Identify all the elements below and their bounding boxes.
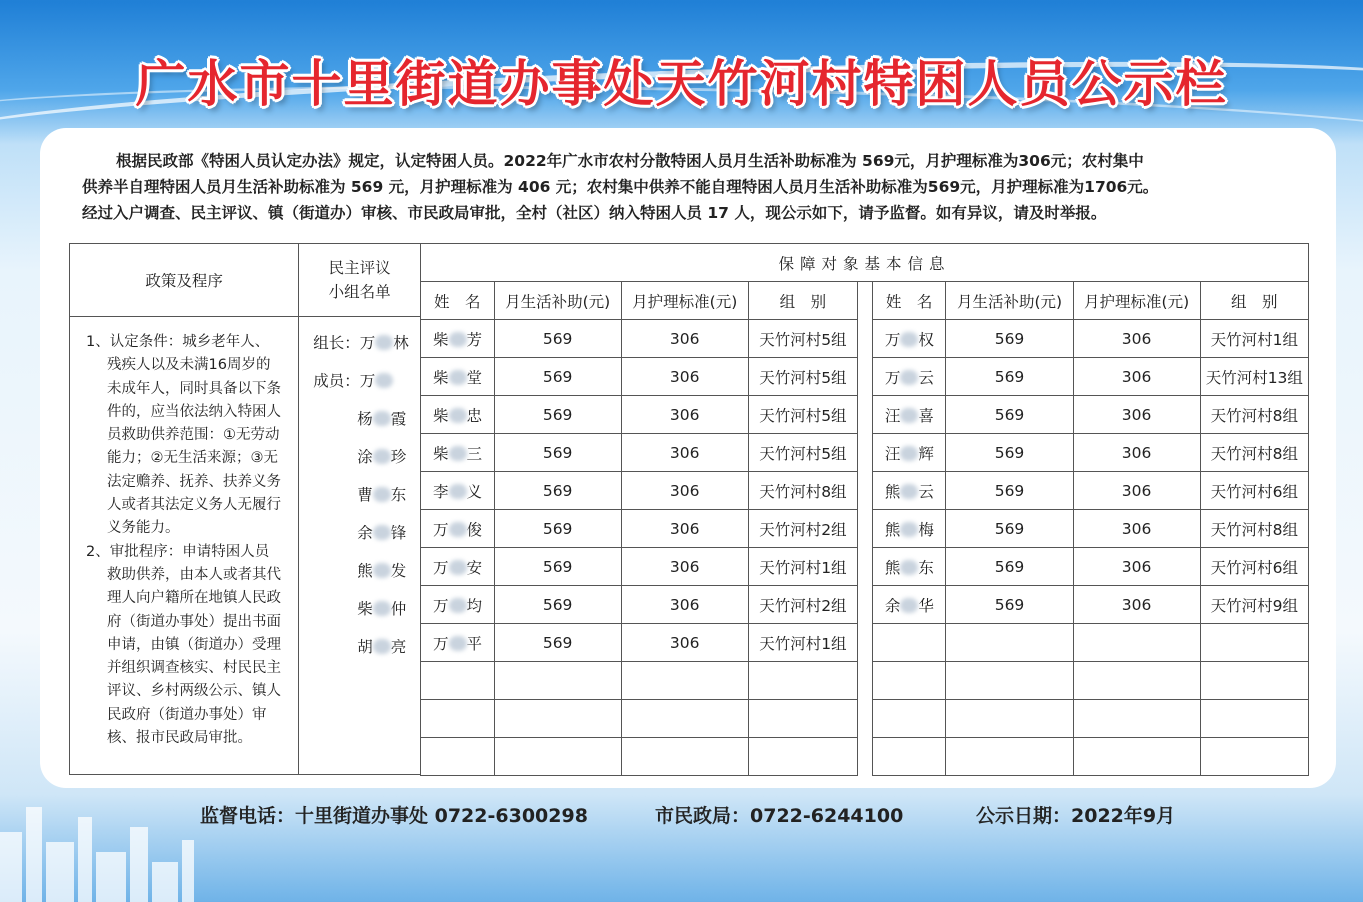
table-row: [421, 700, 1309, 738]
care-standard: 306: [621, 472, 748, 510]
empty-cell: [494, 700, 621, 738]
living-subsidy: 569: [946, 472, 1073, 510]
column-gap: [858, 282, 873, 320]
redaction-mask: [900, 332, 918, 347]
village-group: 天竹河村13组: [1200, 358, 1308, 396]
name-cell: [421, 358, 495, 396]
village-group: 天竹河村6组: [1200, 472, 1308, 510]
policy-item-2: 2、审批程序：申请特困人员救助供养，由本人或者其代理人向户籍所在地镇人民政府（街道办事处）提出书面申请，由镇（街道办）受理并组织调查核实、村民民主评议、乡村两级公示、镇人民政府（街道办事处）审核、报市民政局审批。: [86, 543, 281, 747]
column-header: 月生活补助(元): [946, 282, 1073, 320]
village-group: 天竹河村5组: [748, 320, 857, 358]
empty-cell: [621, 662, 748, 700]
village-group: 天竹河村1组: [748, 548, 857, 586]
name-given: 忠: [466, 406, 483, 425]
name-given: 梅: [918, 520, 934, 539]
member-surname: 熊: [357, 562, 373, 580]
name-cell: [421, 510, 495, 548]
living-subsidy: 569: [494, 396, 621, 434]
care-standard: 306: [1073, 586, 1200, 624]
name-given: 芳: [466, 330, 483, 349]
care-standard: 306: [621, 586, 748, 624]
name-given: 俊: [466, 520, 483, 539]
empty-cell: [872, 738, 946, 776]
column-header: 姓 名: [872, 282, 946, 320]
member-given: 发: [390, 562, 407, 580]
name-given: 辉: [918, 444, 934, 463]
name-cell: [421, 320, 495, 358]
name-surname: 余: [884, 596, 901, 615]
member-given: 东: [390, 486, 407, 504]
group-member: [313, 400, 420, 438]
redaction-mask: [449, 446, 467, 461]
intro-line-3: 经过入户调查、民主评议、镇（街道办）审核、市民政局审批，全村（社区）纳入特困人员 17 人，现公示如下，请予监督。如有异议，请及时举报。: [82, 204, 1107, 222]
empty-cell: [1073, 624, 1200, 662]
name-cell: [872, 396, 946, 434]
column-gap: [858, 548, 873, 586]
name-surname: 柴: [433, 444, 449, 463]
name-surname: 万: [433, 596, 449, 615]
member-surname: 胡: [357, 638, 373, 656]
name-cell: [421, 586, 495, 624]
table-header: 保障对象基本信息: [421, 244, 1309, 282]
empty-cell: [494, 662, 621, 700]
living-subsidy: 569: [494, 510, 621, 548]
column-gap: [858, 472, 873, 510]
care-standard: 306: [621, 358, 748, 396]
member-surname: 余: [357, 524, 373, 542]
column-gap: [858, 510, 873, 548]
group-members: [299, 317, 421, 775]
column-gap: [858, 586, 873, 624]
member-surname: 柴: [357, 600, 373, 618]
name-surname: 李: [433, 482, 449, 501]
care-standard: 306: [621, 510, 748, 548]
name-surname: 柴: [433, 330, 449, 349]
village-group: 天竹河村8组: [1200, 396, 1308, 434]
name-given: 东: [918, 558, 934, 577]
name-given: 三: [466, 444, 483, 463]
table-row: [421, 738, 1309, 776]
group-member: [313, 628, 420, 666]
village-group: 天竹河村8组: [1200, 510, 1308, 548]
name-cell: [872, 586, 946, 624]
redaction-mask: [449, 522, 467, 537]
redaction-mask: [449, 370, 467, 385]
member-surname: 曹: [357, 486, 373, 504]
living-subsidy: 569: [494, 434, 621, 472]
care-standard: 306: [621, 320, 748, 358]
table-row: [421, 320, 1309, 358]
empty-cell: [872, 624, 946, 662]
village-group: 天竹河村9组: [1200, 586, 1308, 624]
name-surname: 万: [433, 520, 449, 539]
empty-cell: [1073, 700, 1200, 738]
group-header-line1: 民主评议: [328, 259, 391, 277]
empty-cell: [872, 662, 946, 700]
empty-cell: [946, 700, 1073, 738]
redaction-mask: [449, 408, 467, 423]
living-subsidy: 569: [494, 548, 621, 586]
name-given: 义: [466, 482, 483, 501]
redaction-mask: [900, 408, 918, 423]
empty-cell: [946, 662, 1073, 700]
living-subsidy: 569: [494, 320, 621, 358]
column-header: 组 别: [1200, 282, 1308, 320]
empty-cell: [872, 700, 946, 738]
care-standard: 306: [1073, 396, 1200, 434]
redaction-mask: [373, 601, 391, 616]
empty-cell: [1200, 624, 1308, 662]
empty-cell: [1200, 738, 1308, 776]
name-given: 均: [466, 596, 483, 615]
name-surname: 熊: [884, 558, 901, 577]
care-standard: 306: [1073, 548, 1200, 586]
redaction-mask: [373, 639, 391, 654]
empty-cell: [1073, 662, 1200, 700]
redaction-mask: [900, 370, 918, 385]
group-member: [313, 324, 420, 362]
redaction-mask: [375, 373, 393, 388]
name-cell: [421, 396, 495, 434]
name-surname: 万: [884, 368, 901, 387]
redaction-mask: [449, 332, 467, 347]
village-group: 天竹河村8组: [748, 472, 857, 510]
name-cell: [872, 320, 946, 358]
column-gap: [858, 396, 873, 434]
name-surname: 万: [884, 330, 901, 349]
empty-cell: [1200, 700, 1308, 738]
living-subsidy: 569: [946, 320, 1073, 358]
village-group: 天竹河村5组: [748, 358, 857, 396]
living-subsidy: 569: [494, 358, 621, 396]
footer-supervise-phone: 监督电话：十里街道办事处 0722-6300298: [200, 805, 588, 827]
table-row: [421, 548, 1309, 586]
policy-table: [69, 243, 421, 775]
living-subsidy: 569: [946, 548, 1073, 586]
empty-cell: [1200, 662, 1308, 700]
village-group: 天竹河村5组: [748, 396, 857, 434]
empty-cell: [621, 700, 748, 738]
name-surname: 万: [433, 634, 449, 653]
care-standard: 306: [1073, 358, 1200, 396]
column-gap: [858, 624, 873, 662]
care-standard: 306: [1073, 510, 1200, 548]
name-cell: [872, 548, 946, 586]
village-group: 天竹河村5组: [748, 434, 857, 472]
member-given: 林: [393, 334, 409, 352]
column-header-row: [421, 282, 1309, 320]
group-member: [313, 552, 420, 590]
name-given: 喜: [918, 406, 934, 425]
empty-cell: [748, 662, 857, 700]
policy-content: [70, 317, 299, 775]
living-subsidy: 569: [946, 358, 1073, 396]
member-given: 锋: [390, 524, 407, 542]
empty-cell: [421, 700, 495, 738]
name-cell: [421, 548, 495, 586]
member-surname: 杨: [357, 410, 373, 428]
intro-paragraph: [82, 148, 1307, 226]
beneficiary-table: [420, 243, 1309, 776]
redaction-mask: [900, 598, 918, 613]
redaction-mask: [900, 446, 918, 461]
redaction-mask: [449, 636, 467, 651]
table-row: [421, 358, 1309, 396]
member-given: 珍: [390, 448, 407, 466]
name-surname: 万: [433, 558, 449, 577]
column-gap: [858, 662, 873, 700]
table-row: [421, 472, 1309, 510]
redaction-mask: [375, 335, 393, 350]
group-member: [313, 438, 420, 476]
footer-date: 公示日期：2022年9月: [976, 805, 1176, 827]
column-gap: [858, 434, 873, 472]
empty-cell: [494, 738, 621, 776]
village-group: 天竹河村1组: [748, 624, 857, 662]
group-header: [299, 244, 421, 317]
name-surname: 熊: [884, 520, 901, 539]
column-gap: [858, 738, 873, 776]
group-member: [313, 590, 420, 628]
group-member: [313, 476, 420, 514]
redaction-mask: [449, 560, 467, 575]
name-cell: [421, 434, 495, 472]
member-given: 仲: [390, 600, 407, 618]
name-cell: [872, 434, 946, 472]
empty-cell: [421, 738, 495, 776]
redaction-mask: [449, 598, 467, 613]
living-subsidy: 569: [946, 586, 1073, 624]
village-group: 天竹河村6组: [1200, 548, 1308, 586]
care-standard: 306: [1073, 320, 1200, 358]
member-surname: 组长：万: [313, 334, 376, 352]
empty-cell: [748, 700, 857, 738]
column-header: 姓 名: [421, 282, 495, 320]
group-header-line2: 小组名单: [328, 283, 391, 301]
group-member: [313, 514, 420, 552]
redaction-mask: [373, 563, 391, 578]
column-header: 月生活补助(元): [494, 282, 621, 320]
group-member: [313, 362, 420, 400]
name-cell: [872, 358, 946, 396]
member-surname: 涂: [357, 448, 373, 466]
policy-header: 政策及程序: [70, 244, 299, 317]
intro-line-1: 根据民政部《特困人员认定办法》规定，认定特困人员。2022年广水市农村分散特困人员月生活补助标准为 569元，月护理标准为306元；农村集中: [116, 152, 1144, 170]
table-row: [421, 510, 1309, 548]
name-cell: [421, 472, 495, 510]
name-surname: 柴: [433, 368, 449, 387]
living-subsidy: 569: [946, 434, 1073, 472]
redaction-mask: [373, 411, 391, 426]
empty-cell: [946, 624, 1073, 662]
name-surname: 柴: [433, 406, 449, 425]
village-group: 天竹河村1组: [1200, 320, 1308, 358]
column-gap: [858, 700, 873, 738]
table-row: [421, 662, 1309, 700]
care-standard: 306: [621, 624, 748, 662]
village-group: 天竹河村8组: [1200, 434, 1308, 472]
column-gap: [858, 320, 873, 358]
name-given: 云: [918, 482, 934, 501]
table-row: [421, 586, 1309, 624]
name-cell: [872, 510, 946, 548]
table-row: [421, 396, 1309, 434]
name-surname: 汪: [884, 444, 901, 463]
village-group: 天竹河村2组: [748, 586, 857, 624]
column-header: 组 别: [748, 282, 857, 320]
redaction-mask: [373, 449, 391, 464]
name-given: 权: [918, 330, 934, 349]
living-subsidy: 569: [494, 624, 621, 662]
redaction-mask: [900, 484, 918, 499]
member-given: 亮: [390, 638, 407, 656]
member-given: 霞: [390, 410, 407, 428]
intro-line-2: 供养半自理特困人员月生活补助标准为 569 元，月护理标准为 406 元；农村集中供养不能自理特困人员月生活补助标准为569元，月护理标准为1706元。: [82, 178, 1159, 196]
column-header: 月护理标准(元): [621, 282, 748, 320]
redaction-mask: [900, 522, 918, 537]
name-surname: 熊: [884, 482, 901, 501]
care-standard: 306: [1073, 434, 1200, 472]
care-standard: 306: [1073, 472, 1200, 510]
name-surname: 汪: [884, 406, 901, 425]
living-subsidy: 569: [494, 472, 621, 510]
empty-cell: [621, 738, 748, 776]
living-subsidy: 569: [946, 510, 1073, 548]
empty-cell: [946, 738, 1073, 776]
member-surname: 成员：万: [313, 372, 376, 390]
footer-bureau-phone: 市民政局：0722-6244100: [655, 805, 904, 827]
village-group: 天竹河村2组: [748, 510, 857, 548]
table-row: [421, 624, 1309, 662]
care-standard: 306: [621, 396, 748, 434]
redaction-mask: [900, 560, 918, 575]
name-cell: [872, 472, 946, 510]
policy-item-1: 1、认定条件：城乡老年人、残疾人以及未满16周岁的未成年人，同时具备以下条件的，应当依法纳入特困人员救助供养范围：①无劳动能力；②无生活来源；③无法定赡养、抚养、扶养义务人或者其法定义务人无履行义务能力。: [86, 334, 281, 537]
page-title: 广水市十里街道办事处天竹河村特困人员公示栏: [135, 55, 1228, 113]
name-given: 云: [918, 368, 934, 387]
care-standard: 306: [621, 548, 748, 586]
name-given: 堂: [466, 368, 483, 387]
name-cell: [421, 624, 495, 662]
empty-cell: [748, 738, 857, 776]
name-given: 平: [466, 634, 483, 653]
empty-cell: [1073, 738, 1200, 776]
living-subsidy: 569: [494, 586, 621, 624]
column-gap: [858, 358, 873, 396]
name-given: 华: [918, 596, 934, 615]
column-header: 月护理标准(元): [1073, 282, 1200, 320]
care-standard: 306: [621, 434, 748, 472]
empty-cell: [421, 662, 495, 700]
table-row: [421, 434, 1309, 472]
living-subsidy: 569: [946, 396, 1073, 434]
redaction-mask: [373, 525, 391, 540]
name-given: 安: [466, 558, 483, 577]
redaction-mask: [449, 484, 467, 499]
redaction-mask: [373, 487, 391, 502]
